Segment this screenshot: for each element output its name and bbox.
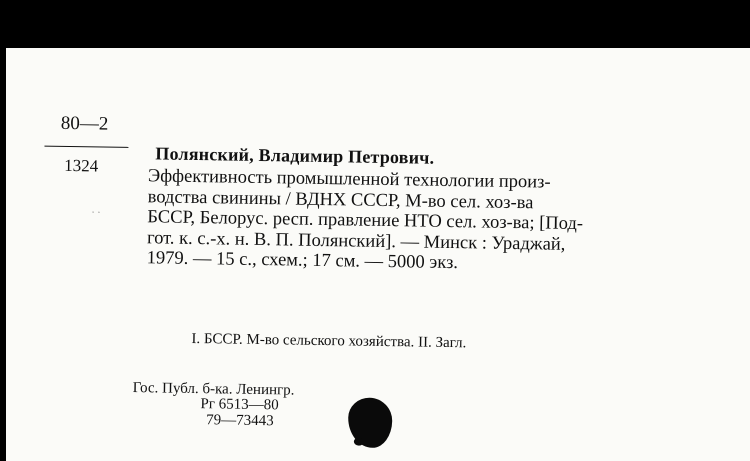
description-line: водства свинины / ВДНХ СССР, М-во сел. хоз-ва (147, 186, 534, 213)
catalog-card (6, 48, 750, 461)
card-content (6, 48, 750, 461)
dot-marks: · · (91, 207, 101, 219)
card-order-number: 79—73443 (206, 412, 274, 430)
description-line: Эффективность промышленной технологии произ- (147, 166, 551, 193)
bibliographic-description (147, 166, 584, 276)
ink-stamp-blot (348, 397, 393, 448)
library-holder-info (132, 381, 295, 430)
classification-divider (44, 146, 128, 148)
description-line: 1979. — 15 с., схем.; 17 см. — 5000 экз. (146, 248, 459, 274)
copy-number: 1324 (64, 155, 99, 176)
classification-number: 80—2 (60, 112, 109, 135)
registration-number: Рг 6513—80 (200, 396, 279, 414)
library-name: Гос. Публ. б-ка. Ленингр. (132, 380, 295, 399)
description-line: БССР, Белорус. респ. правление НТО сел. хоз-ва; [Под- (147, 207, 584, 235)
description-line: гот. к. с.-х. н. В. П. Полянский]. — Минск : Ураджай, (146, 228, 566, 255)
author-heading: Полянский, Владимир Петрович. (155, 143, 435, 168)
subject-headings: I. БССР. М-во сельского хозяйства. II. Загл. (191, 330, 467, 352)
